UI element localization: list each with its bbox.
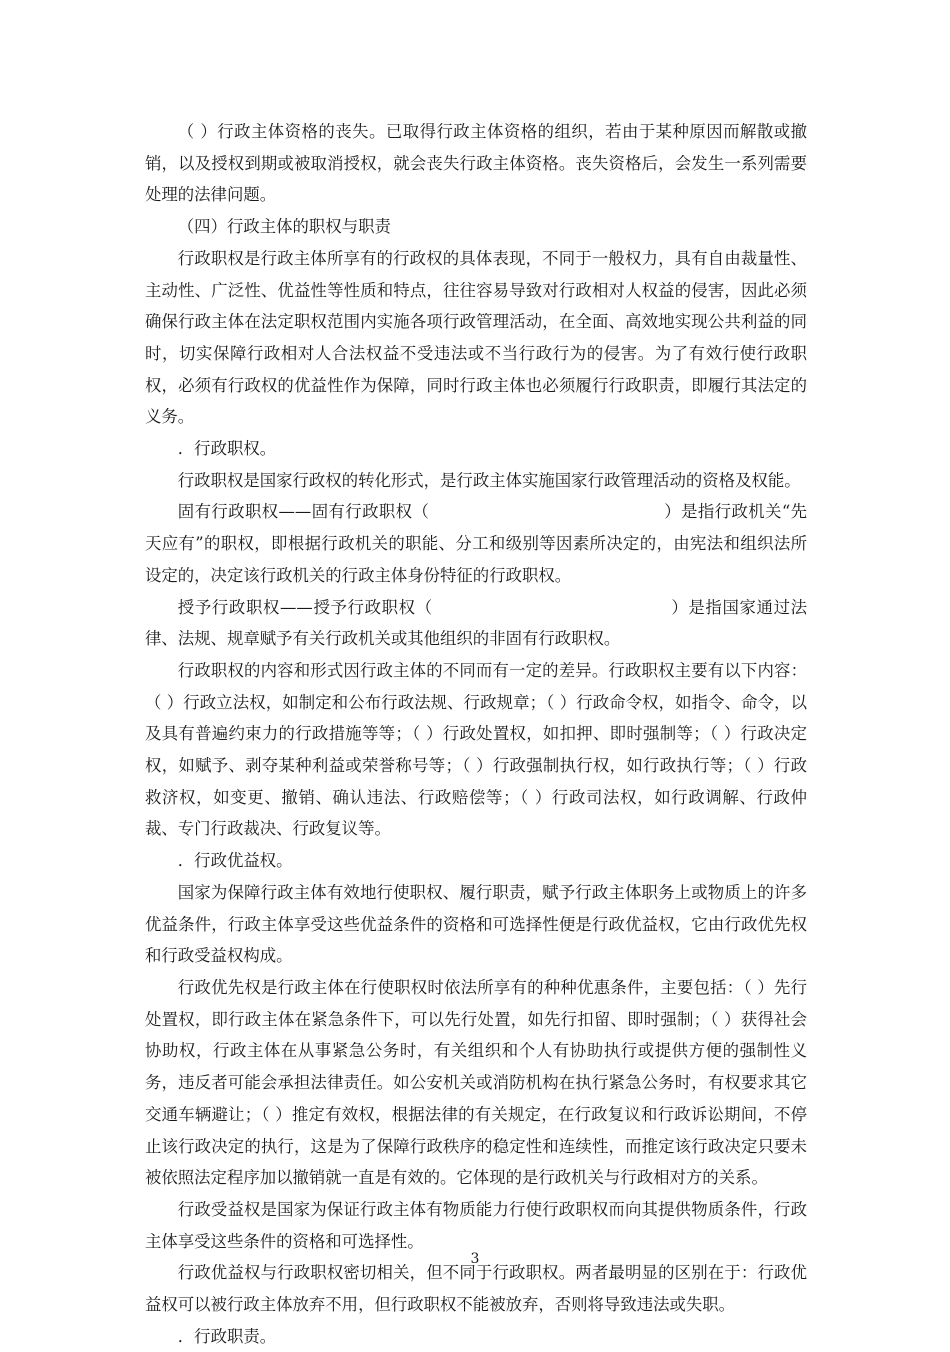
subheading-admin-privilege: ．行政优益权。 (177, 851, 293, 871)
paragraph-priority-rights: 行政优先权是行政主体在行使职权时依法所享有的种种优惠条件，主要包括：（ ）先行处置权，即行政主体在紧急条件下，可以先行处置，如先行扣留、即时强制；（ ）获得社会协助权，行政主体在从事紧急公务时，有关组织和个人有协助执行或提供方便的强制性义务，违反者可能会承担法律责任。如公安机关或消防机构在执行紧急公务时，有权要求其它交通车辆避让；（ ）推定有效权，根据法律的有关规定，在行政复议和行政诉讼期间，不停止该行政决定的执行，这是为了保障行政秩序的稳定性和连续性，而推定该行政决定只要未被依照法定程序加以撤销就一直是有效的。它体现的是行政机关与行政相对方的关系。 (145, 977, 807, 1188)
paragraph-granted-powers: 授予行政职权——授予行政职权（ ）是指国家通过法律、法规、规章赋予有关行政机关或其他组织的非固有行政职权。 (145, 597, 807, 649)
paragraph-privilege-definition: 国家为保障行政主体有效地行使职权、履行职责，赋予行政主体职务上或物质上的许多优益条件，行政主体享受这些优益条件的资格和可选择性便是行政优益权，它由行政优先权和行政受益权构成。 (145, 882, 807, 966)
document-body (145, 116, 807, 1352)
page-number: 3 (470, 1251, 480, 1267)
paragraph-admin-powers-definition: 行政职权是国家行政权的转化形式，是行政主体实施国家行政管理活动的资格及权能。 (177, 470, 801, 490)
paragraph-loss-of-status: （ ）行政主体资格的丧失。已取得行政主体资格的组织，若由于某种原因而解散或撤销，以及授权到期或被取消授权，就会丧失行政主体资格。丧失资格后，会发生一系列需要处理的法律问题。 (145, 122, 807, 205)
paragraph-powers-content: 行政职权的内容和形式因行政主体的不同而有一定的差异。行政职权主要有以下内容：（ ）行政立法权，如制定和公布行政法规、行政规章；（ ）行政命令权，如指令、命令，以及具有普遍约束力的行政措施等等；（ ）行政处置权，如扣押、即时强制等；（ ）行政决定权，如赋予、剥夺某种利益或荣誉称号等；（ ）行政强制执行权，如行政执行等；（ ）行政救济权，如变更、撤销、确认违法、行政赔偿等；（ ）行政司法权，如行政调解、行政仲裁、专门行政裁决、行政复议等。 (145, 660, 807, 839)
subheading-admin-duties: ．行政职责。 (177, 1326, 277, 1346)
section-heading-powers-duties: （四）行政主体的职权与职责 (177, 217, 391, 237)
paragraph-inherent-powers: 固有行政职权——固有行政职权（ ）是指行政机关“先天应有”的职权，即根据行政机关的职能、分工和级别等因素所决定的，由宪法和组织法所设定的，决定该行政机关的行政主体身份特征的行政职权。 (145, 502, 807, 585)
paragraph-privilege-vs-powers: 行政优益权与行政职权密切相关，但不同于行政职权。两者最明显的区别在于：行政优益权可以被行政主体放弃不用，但行政职权不能被放弃，否则将导致违法或失职。 (145, 1263, 807, 1315)
paragraph-admin-powers-intro: 行政职权是行政主体所享有的行政权的具体表现，不同于一般权力，具有自由裁量性、主动性、广泛性、优益性等性质和特点，往往容易导致对行政相对人权益的侵害，因此必须确保行政主体在法定职权范围内实施各项行政管理活动，在全面、高效地实现公共利益的同时，切实保障行政相对人合法权益不受违法或不当行政行为的侵害。为了有效行使行政职权，必须有行政权的优益性作为保障，同时行政主体也必须履行行政职责，即履行其法定的义务。 (145, 248, 807, 427)
paragraph-benefit-rights: 行政受益权是国家为保证行政主体有物质能力行使行政职权而向其提供物质条件，行政主体享受这些条件的资格和可选择性。 (145, 1199, 807, 1251)
subheading-admin-powers: ．行政职权。 (177, 439, 277, 459)
